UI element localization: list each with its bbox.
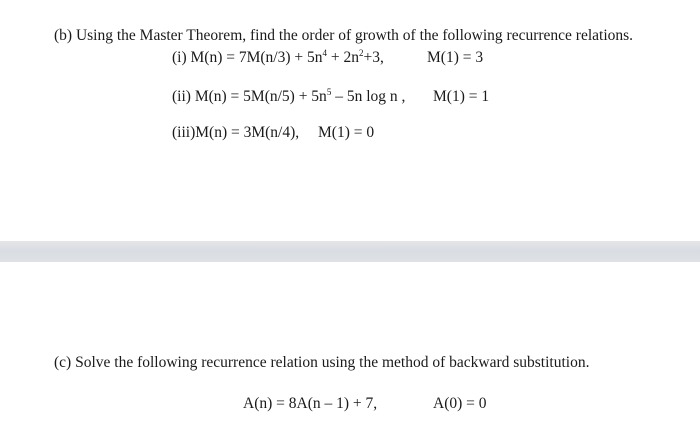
recurrence-ii-exponent: 5	[326, 87, 332, 97]
part-c-equation: A(n) = 8A(n – 1) + 7,	[243, 395, 378, 412]
recurrence-ii-equation-prefix: M(n) = 5M(n/5) + 5n	[194, 88, 327, 105]
recurrence-i-label: (i)	[172, 49, 187, 66]
part-b-heading: (b) Using the Master Theorem, find the order of growth of the following recurrence relations.	[54, 27, 634, 44]
recurrence-i-equation-mid: + 2n	[327, 49, 360, 66]
recurrence-i	[172, 49, 384, 67]
recurrence-i-equation-suffix: +3,	[363, 49, 384, 66]
part-c-heading: (c) Solve the following recurrence relation using the method of backward substitution.	[54, 354, 590, 371]
page-divider	[0, 241, 700, 262]
recurrence-i-initial: M(1) = 3	[427, 49, 484, 66]
recurrence-i-equation-prefix: M(n) = 7M(n/3) + 5n	[190, 49, 323, 66]
recurrence-ii-equation-suffix: – 5n log n ,	[331, 88, 406, 105]
recurrence-i-exponent-1: 4	[322, 48, 328, 58]
recurrence-i-exponent-2: 2	[359, 48, 364, 58]
document-page-bottom	[0, 262, 700, 447]
recurrence-iii-label: (iii)	[172, 124, 196, 141]
part-c-initial: A(0) = 0	[433, 395, 487, 412]
recurrence-iii-equation: M(n) = 3M(n/4),	[195, 124, 300, 141]
recurrence-ii-initial: M(1) = 1	[433, 88, 490, 105]
recurrence-iii	[172, 124, 299, 142]
recurrence-iii-initial: M(1) = 0	[318, 124, 375, 141]
recurrence-ii	[172, 88, 405, 106]
recurrence-ii-label: (ii)	[172, 88, 191, 105]
